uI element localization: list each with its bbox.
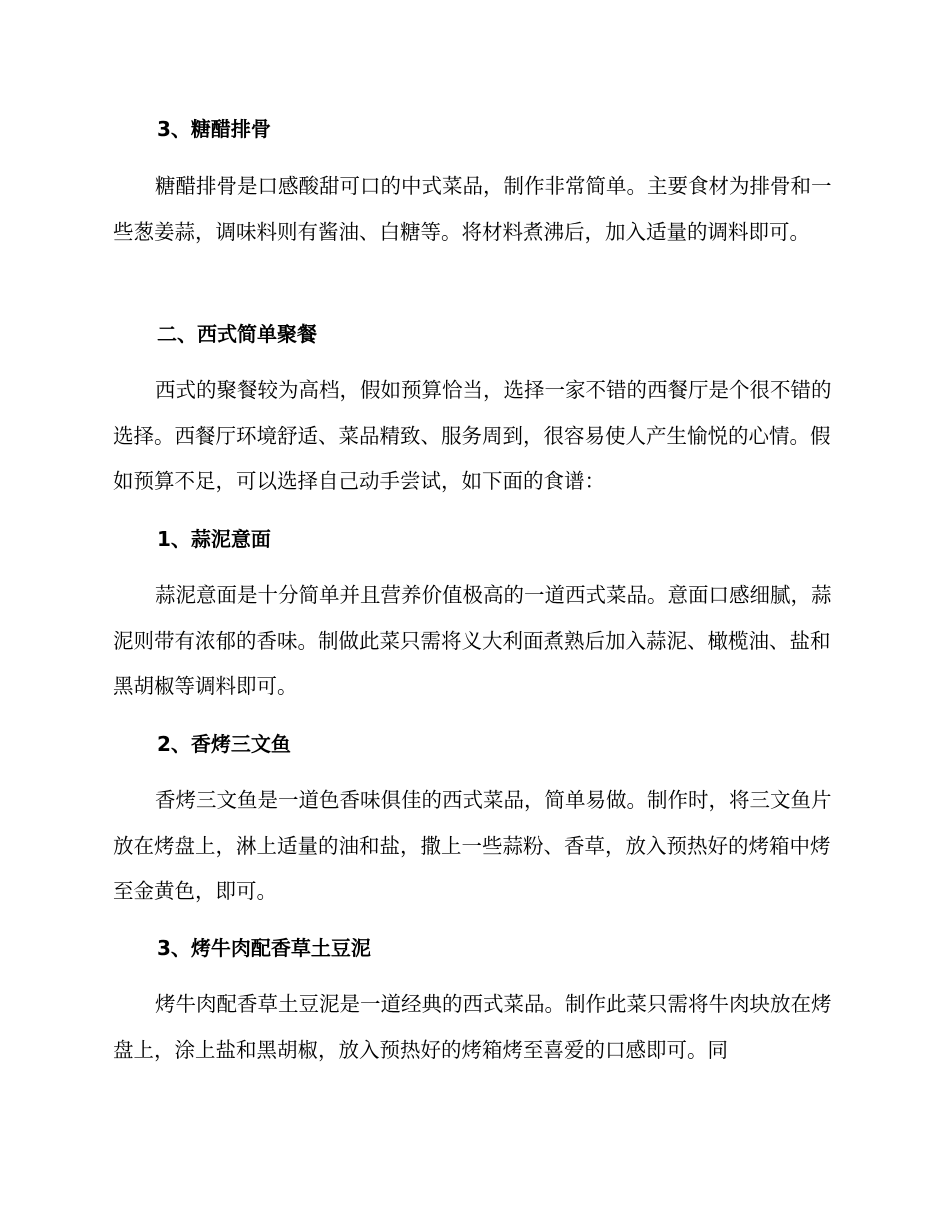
section-body-sweet-sour-ribs: 糖醋排骨是口感酸甜可口的中式菜品，制作非常简单。主要食材为排骨和一些葱姜蒜，调味料则有酱油、白糖等。将材料煮沸后，加入适量的调料即可。 xyxy=(113,174,832,244)
section-heading-roast-salmon: 2、香烤三文鱼 xyxy=(157,732,291,756)
section-heading-garlic-pasta: 1、蒜泥意面 xyxy=(157,527,271,551)
section-body-western-dinner: 西式的聚餐较为高档，假如预算恰当，选择一家不错的西餐厅是个很不错的选择。西餐厅环境舒适、菜品精致、服务周到，很容易使人产生愉悦的心情。假如预算不足，可以选择自己动手尝试，如下面的食谱： xyxy=(113,378,832,493)
section-heading-sweet-sour-ribs: 3、糖醋排骨 xyxy=(157,117,271,141)
section-body-garlic-pasta: 蒜泥意面是十分简单并且营养价值极高的一道西式菜品。意面口感细腻，蒜泥则带有浓郁的香味。制做此菜只需将义大利面煮熟后加入蒜泥、橄榄油、盐和黑胡椒等调料即可。 xyxy=(113,583,832,698)
section-heading-roast-beef: 3、烤牛肉配香草土豆泥 xyxy=(157,936,371,960)
section-body-roast-beef: 烤牛肉配香草土豆泥是一道经典的西式菜品。制作此菜只需将牛肉块放在烤盘上，涂上盐和黑胡椒，放入预热好的烤箱烤至喜爱的口感即可。同 xyxy=(113,992,832,1062)
section-heading-western-dinner: 二、西式简单聚餐 xyxy=(157,322,317,346)
section-body-roast-salmon: 香烤三文鱼是一道色香味俱佳的西式菜品，简单易做。制作时，将三文鱼片放在烤盘上，淋上适量的油和盐，撒上一些蒜粉、香草，放入预热好的烤箱中烤至金黄色，即可。 xyxy=(113,788,832,903)
